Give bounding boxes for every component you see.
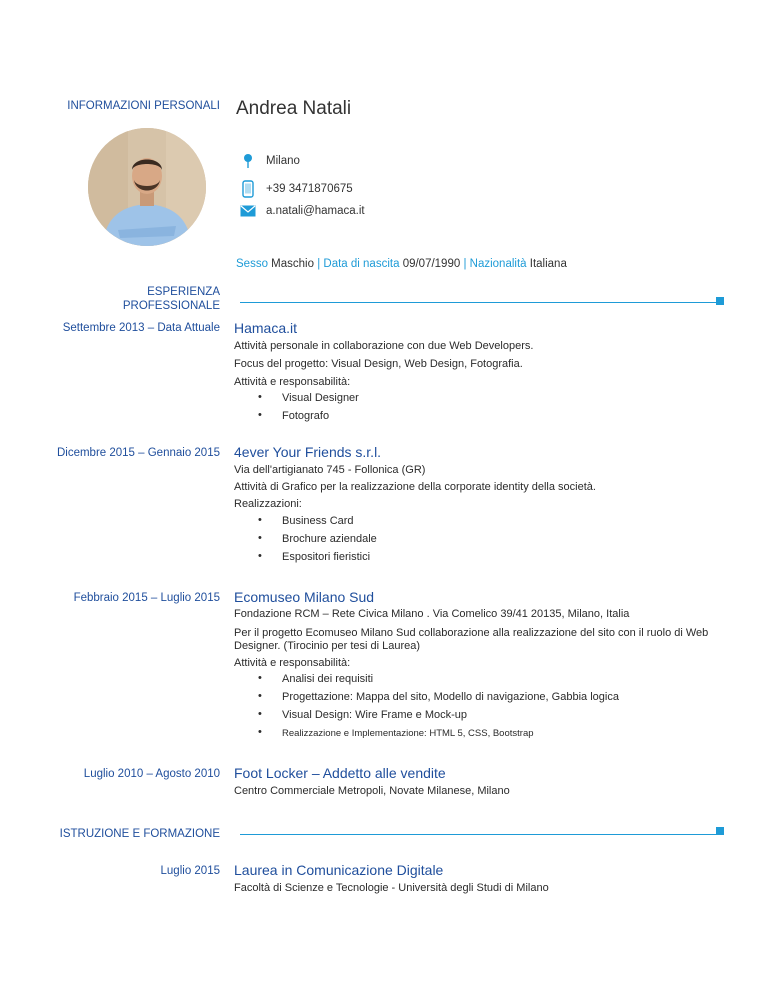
bullet-icon: • <box>258 690 262 702</box>
list-item: Progettazione: Mappa del sito, Modello di navigazione, Gabbia logica <box>282 691 619 703</box>
bullet-icon: • <box>258 409 262 421</box>
email-link[interactable]: a.natali@hamaca.it <box>266 205 365 217</box>
section-label-line: PROFESSIONALE <box>122 300 220 312</box>
birth-label: Data di nascita <box>323 258 400 270</box>
job-line: Focus del progetto: Visual Design, Web Design, Fotografia. <box>234 358 523 370</box>
birth-value: 09/07/1990 <box>402 258 461 270</box>
section-label-experience <box>123 285 220 313</box>
job-line: Realizzazioni: <box>234 498 302 510</box>
bullet-icon: • <box>258 726 262 738</box>
sex-label: Sesso <box>236 258 268 270</box>
nationality-value: Italiana <box>529 258 567 270</box>
location-text: Milano <box>266 155 300 167</box>
job-line: Attività personale in collaborazione con due Web Developers. <box>234 340 534 352</box>
list-item: Realizzazione e Implementazione: HTML 5, CSS, Bootstrap <box>282 728 534 739</box>
nationality-label: Nazionalità <box>469 258 527 270</box>
list-item: Fotografo <box>282 410 330 422</box>
bullet-icon: • <box>258 550 262 562</box>
list-item: Analisi dei requisiti <box>282 673 374 685</box>
job-line: Designer. (Tirocinio per tesi di Laurea) <box>234 640 421 652</box>
contact-location <box>240 153 300 169</box>
section-divider <box>240 834 718 835</box>
list-item: Espositori fieristici <box>282 551 371 563</box>
section-label-personal-info: INFORMAZIONI PERSONALI <box>67 100 220 112</box>
job-line: Attività e responsabilità: <box>234 376 351 388</box>
job-line: Attività e responsabilità: <box>234 657 351 669</box>
job-line: Attività di Grafico per la realizzazione della corporate identity della società. <box>234 481 596 493</box>
job-title: Ecomuseo Milano Sud <box>234 589 375 605</box>
job-line: Fondazione RCM – Rete Civica Milano . Via Comelico 39/41 20135, Milano, Italia <box>234 608 630 620</box>
section-label-education: ISTRUZIONE E FORMAZIONE <box>59 828 220 840</box>
job-period: Luglio 2010 – Agosto 2010 <box>83 768 220 780</box>
divider-square-icon <box>716 297 724 305</box>
sex-value: Maschio <box>271 258 314 270</box>
bullet-icon: • <box>258 391 262 403</box>
job-title: Hamaca.it <box>234 320 298 336</box>
job-period: Settembre 2013 – Data Attuale <box>62 322 220 334</box>
job-line: Centro Commerciale Metropoli, Novate Milanese, Milano <box>234 785 510 797</box>
section-label-line: ESPERIENZA <box>147 286 220 298</box>
education-title: Laurea in Comunicazione Digitale <box>234 862 444 878</box>
list-item: Business Card <box>282 515 354 527</box>
email-icon <box>240 203 256 219</box>
list-item: Visual Design: Wire Frame e Mock-up <box>282 709 468 721</box>
location-pin-icon <box>240 153 256 169</box>
bullet-icon: • <box>258 532 262 544</box>
person-name: Andrea Natali <box>236 98 352 119</box>
education-period: Luglio 2015 <box>160 865 220 877</box>
job-line: Via dell'artigianato 745 - Follonica (GR) <box>234 464 426 476</box>
phone-icon <box>240 181 256 197</box>
section-divider <box>240 302 718 303</box>
personal-details <box>236 258 567 270</box>
job-title: Foot Locker – Addetto alle vendite <box>234 765 446 781</box>
list-item: Visual Designer <box>282 392 359 404</box>
job-line: Per il progetto Ecomuseo Milano Sud collaborazione alla realizzazione del sito con il ruolo di Web <box>234 627 709 639</box>
divider: | <box>317 258 321 270</box>
divider: | <box>463 258 467 270</box>
bullet-icon: • <box>258 514 262 526</box>
bullet-icon: • <box>258 672 262 684</box>
contact-email <box>240 203 365 219</box>
phone-text: +39 3471870675 <box>266 183 353 195</box>
divider-square-icon <box>716 827 724 835</box>
contact-phone <box>240 181 353 197</box>
job-period: Dicembre 2015 – Gennaio 2015 <box>56 447 220 459</box>
job-period: Febbraio 2015 – Luglio 2015 <box>73 592 220 604</box>
job-title: 4ever Your Friends s.r.l. <box>234 444 382 460</box>
education-line: Facoltà di Scienze e Tecnologie - Università degli Studi di Milano <box>234 882 549 894</box>
bullet-icon: • <box>258 708 262 720</box>
avatar <box>88 128 206 246</box>
list-item: Brochure aziendale <box>282 533 377 545</box>
